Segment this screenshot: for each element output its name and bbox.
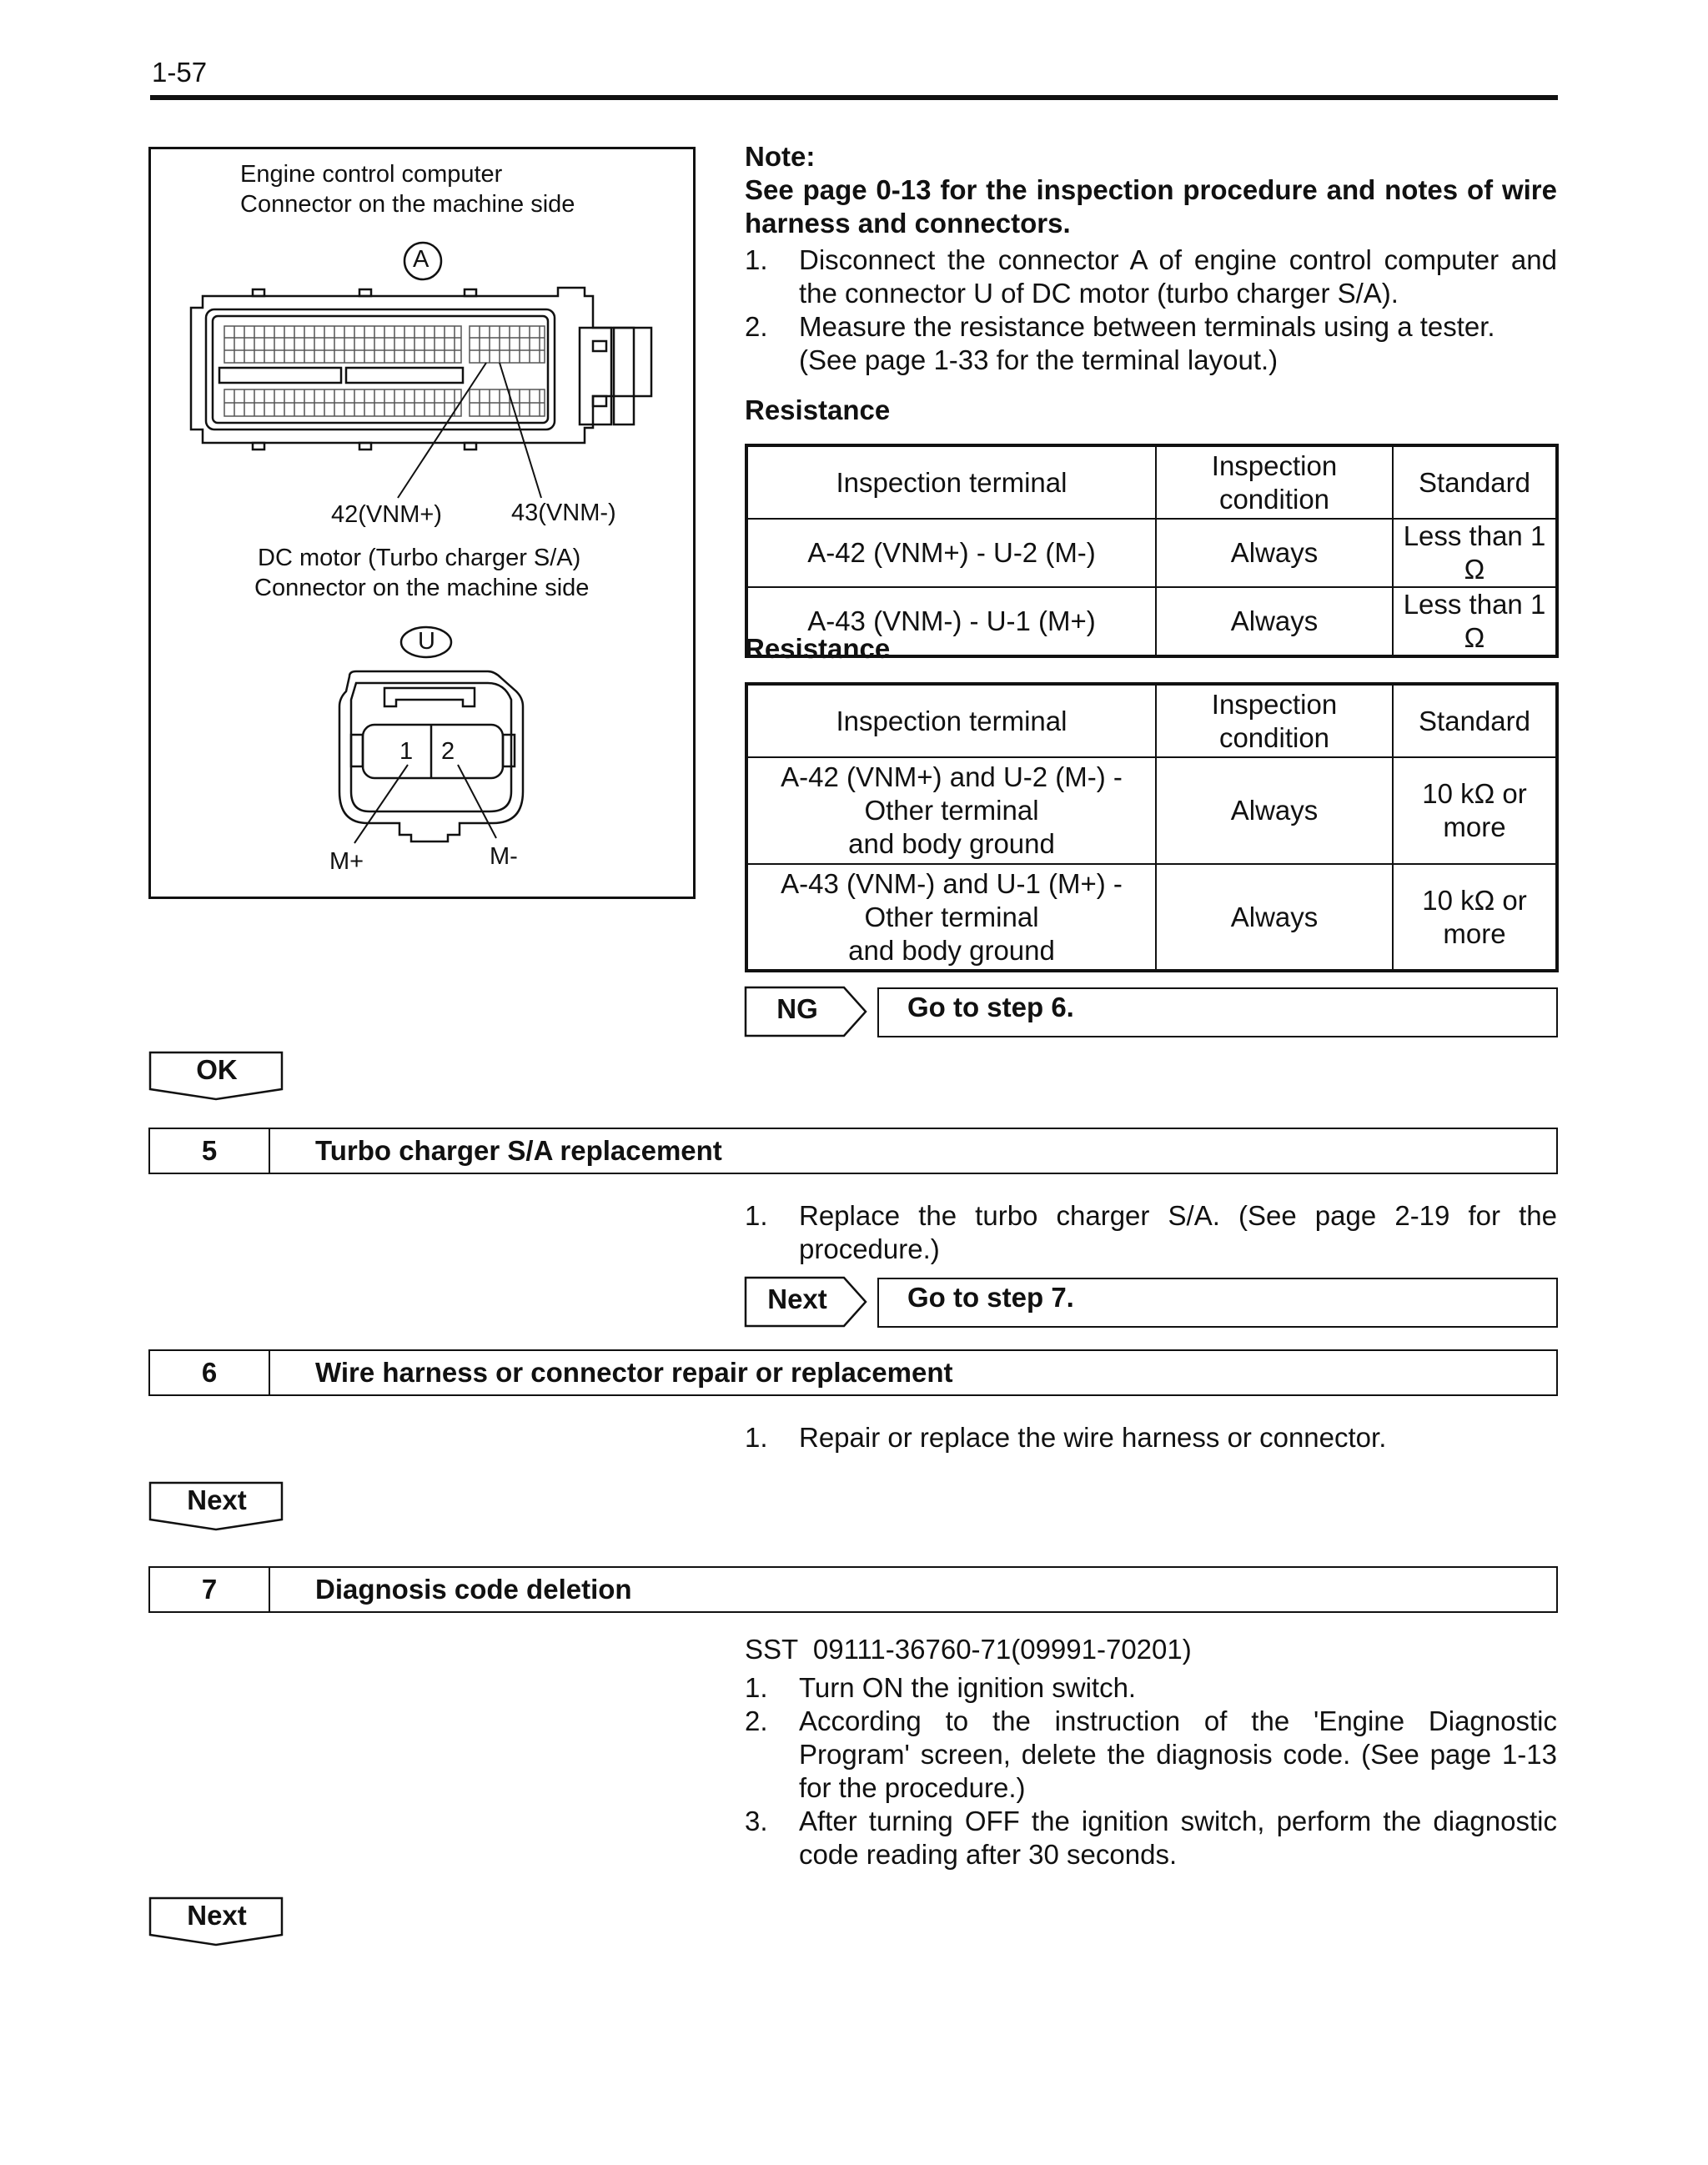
table-cell: Always bbox=[1156, 864, 1393, 971]
table-cell bbox=[746, 864, 1156, 971]
step-title: Turbo charger S/A replacement bbox=[315, 1135, 722, 1166]
table2-title: Resistance bbox=[745, 633, 891, 664]
sst-line: SST 09111-36760-71(09991-70201) bbox=[745, 1634, 1192, 1665]
terminal-line: Other terminal bbox=[864, 795, 1039, 826]
instruction-item bbox=[745, 1671, 1557, 1705]
instruction-item bbox=[745, 1199, 1557, 1266]
instruction-subtext: (See page 1-33 for the terminal layout.) bbox=[799, 344, 1278, 375]
terminal-line: and body ground bbox=[848, 828, 1055, 859]
pin-label-43: 43(VNM-) bbox=[511, 500, 616, 526]
ecu-title-line2: Connector on the machine side bbox=[240, 191, 575, 218]
instruction-item bbox=[745, 310, 1557, 377]
table-cell: Less than 1 Ω bbox=[1393, 587, 1557, 656]
instruction-number: 2. bbox=[745, 311, 768, 342]
terminal-line: Other terminal bbox=[864, 901, 1039, 932]
table-cell: A-42 (VNM+) - U-2 (M-) bbox=[746, 519, 1156, 587]
step-title: Wire harness or connector repair or replacement bbox=[315, 1357, 953, 1388]
step-5-header bbox=[148, 1128, 1558, 1174]
connector-u-letter: U bbox=[418, 628, 435, 655]
instruction-number: 1. bbox=[745, 1422, 768, 1453]
table-header: Inspection condition bbox=[1156, 684, 1393, 757]
table-header: Standard bbox=[1393, 445, 1557, 519]
table1-title: Resistance bbox=[745, 394, 891, 425]
ng-label: NG bbox=[776, 993, 818, 1024]
note-text: See page 0-13 for the inspection procedure and notes of wire harness and connectors. bbox=[745, 174, 1557, 239]
terminal-line: and body ground bbox=[848, 934, 1055, 966]
table-row bbox=[746, 519, 1557, 587]
step-6-header bbox=[148, 1349, 1558, 1396]
next-label: Next bbox=[187, 1900, 247, 1931]
table-header: Inspection terminal bbox=[746, 445, 1156, 519]
table-cell: Always bbox=[1156, 587, 1393, 656]
instruction-text: Repair or replace the wire harness or connector. bbox=[799, 1422, 1387, 1453]
instruction-text: After turning OFF the ignition switch, perform the diagnostic code reading after 30 seconds. bbox=[799, 1806, 1557, 1870]
motor-title-line1: DC motor (Turbo charger S/A) bbox=[258, 545, 581, 571]
note-heading: Note: bbox=[745, 141, 816, 172]
motor-connector-body bbox=[339, 671, 523, 841]
label-m-minus: M- bbox=[490, 843, 518, 870]
table-cell: 10 kΩ or more bbox=[1393, 757, 1557, 864]
pin-label-42: 42(VNM+) bbox=[331, 501, 442, 528]
instruction-number: 1. bbox=[745, 1200, 768, 1231]
instruction-text: Turn ON the ignition switch. bbox=[799, 1672, 1137, 1703]
instruction-text: Measure the resistance between terminals using a tester. bbox=[799, 311, 1495, 342]
terminal-line: A-43 (VNM-) and U-1 (M+) - bbox=[781, 867, 1123, 899]
table-cell: Always bbox=[1156, 519, 1393, 587]
table-row bbox=[746, 864, 1557, 971]
ng-goto-box: Go to step 6. bbox=[877, 987, 1558, 1037]
table-cell bbox=[746, 757, 1156, 864]
page-number: 1-57 bbox=[152, 57, 208, 88]
instruction-item bbox=[745, 1805, 1557, 1871]
header-rule bbox=[150, 95, 1558, 100]
instruction-number: 1. bbox=[745, 1672, 768, 1703]
instruction-text: Replace the turbo charger S/A. (See page 2-19 for the procedure.) bbox=[799, 1200, 1557, 1264]
step-7-header bbox=[148, 1566, 1558, 1613]
instruction-text: Disconnect the connector A of engine control computer and the connector U of DC motor (turbo charger S/A). bbox=[799, 244, 1557, 309]
ecu-connector-body bbox=[191, 288, 651, 450]
ecu-pin-grid bbox=[224, 326, 545, 416]
table-header: Inspection condition bbox=[1156, 445, 1393, 519]
step-number: 7 bbox=[150, 1568, 270, 1611]
pin-number-1: 1 bbox=[399, 738, 414, 765]
label-m-plus: M+ bbox=[329, 848, 364, 875]
leader-m-minus bbox=[458, 765, 496, 838]
step-title: Diagnosis code deletion bbox=[315, 1574, 632, 1605]
terminal-line: A-42 (VNM+) and U-2 (M-) - bbox=[781, 761, 1123, 792]
resistance-table-2 bbox=[745, 682, 1559, 972]
next-label: Next bbox=[187, 1484, 247, 1515]
instruction-item bbox=[745, 1705, 1557, 1805]
ok-label: OK bbox=[196, 1054, 238, 1085]
table-cell: 10 kΩ or more bbox=[1393, 864, 1557, 971]
instruction-item bbox=[745, 244, 1557, 310]
table-header: Standard bbox=[1393, 684, 1557, 757]
table-cell: A-43 (VNM-) - U-1 (M+) bbox=[746, 587, 1156, 656]
ecu-title-line1: Engine control computer bbox=[240, 161, 503, 188]
instruction-number: 1. bbox=[745, 244, 768, 275]
step-number: 5 bbox=[150, 1129, 270, 1173]
instruction-text: According to the instruction of the 'Engine Diagnostic Program' screen, delete the diagnosis code. (See page 1-13 for the procedure.) bbox=[799, 1705, 1557, 1803]
table-cell: Always bbox=[1156, 757, 1393, 864]
table-header: Inspection terminal bbox=[746, 684, 1156, 757]
table-row bbox=[746, 757, 1557, 864]
resistance-table-1 bbox=[745, 444, 1559, 658]
connector-diagram bbox=[148, 147, 696, 899]
next-label: Next bbox=[767, 1283, 827, 1314]
pin-number-2: 2 bbox=[441, 738, 455, 765]
instruction-number: 2. bbox=[745, 1705, 768, 1736]
instruction-item bbox=[745, 1421, 1557, 1454]
step-number: 6 bbox=[150, 1351, 270, 1394]
connector-a-letter: A bbox=[413, 246, 430, 273]
motor-title-line2: Connector on the machine side bbox=[254, 575, 590, 601]
instruction-number: 3. bbox=[745, 1806, 768, 1836]
table-cell: Less than 1 Ω bbox=[1393, 519, 1557, 587]
next-goto-box: Go to step 7. bbox=[877, 1278, 1558, 1328]
